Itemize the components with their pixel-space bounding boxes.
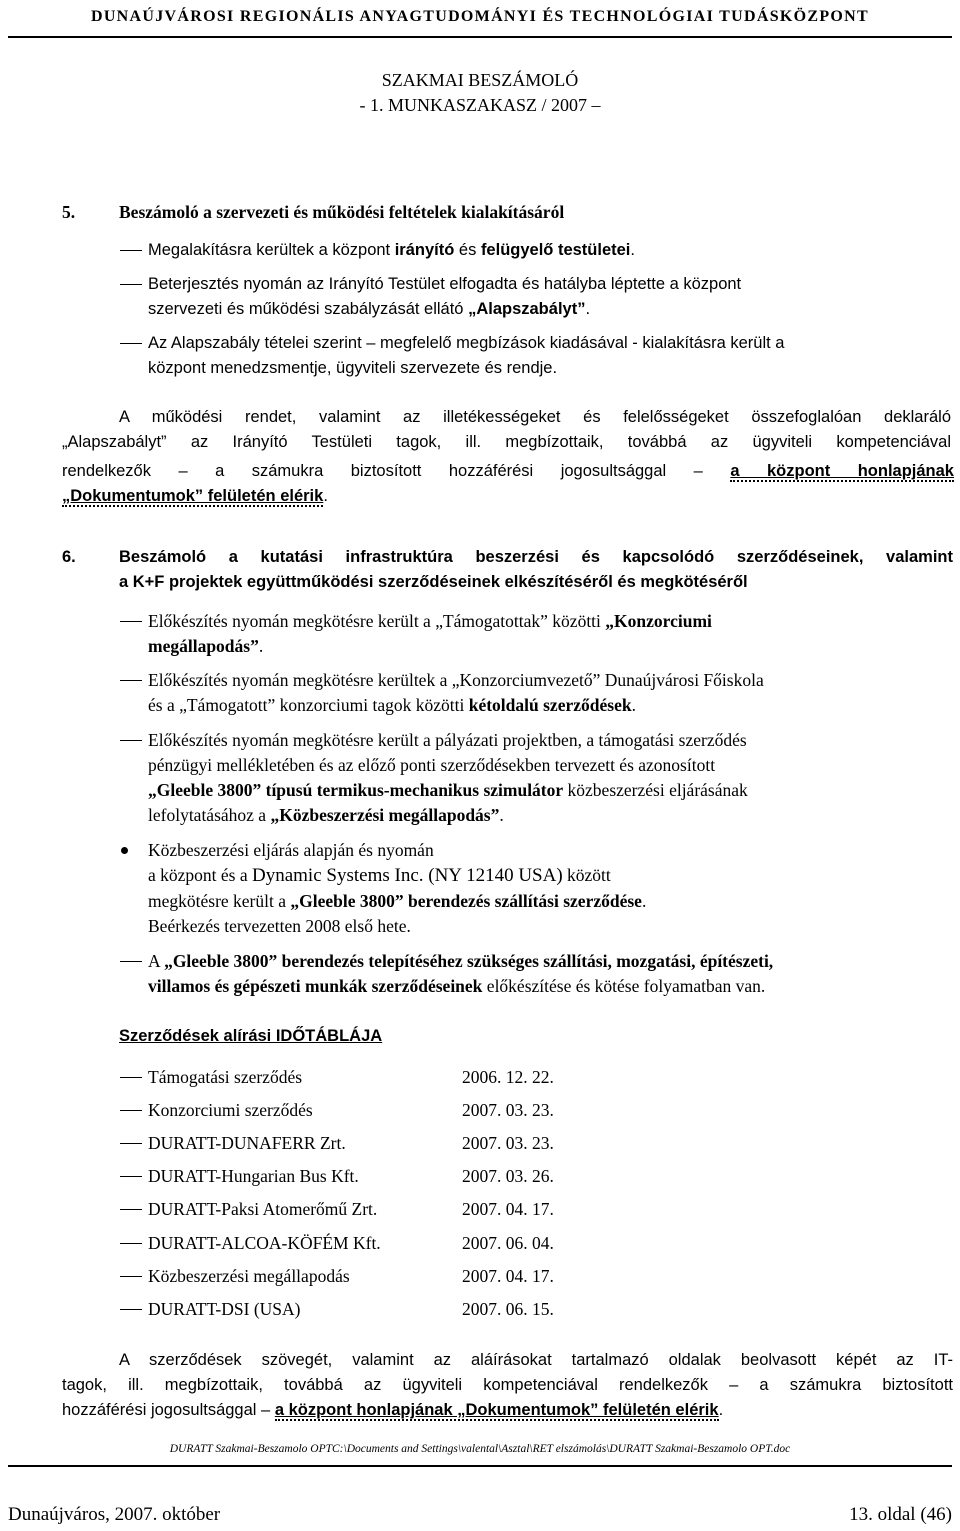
list-dash xyxy=(120,250,142,251)
list-dash xyxy=(120,343,142,344)
closing-line-3: hozzáférési jogosultsággal – a központ honlapjának „Dokumentumok” felületén elérik. xyxy=(62,1401,724,1419)
report-subtitle: - 1. MUNKASZAKASZ / 2007 – xyxy=(359,95,601,115)
list-dash xyxy=(120,1276,142,1277)
list-dash xyxy=(120,961,142,962)
timetable-row-date: 2007. 03. 23. xyxy=(462,1100,554,1120)
list-bullet xyxy=(121,847,128,854)
list-dash xyxy=(120,621,142,622)
section-6-number: 6. xyxy=(62,548,76,566)
section-6-item-3-line-2: pénzügyi mellékletében és az előző ponti szerződésekben tervezett és azonosított xyxy=(148,755,716,775)
footer-place-date: Dunaújváros, 2007. október xyxy=(8,1504,221,1525)
section-6-item-3-line-1: Előkészítés nyomán megkötésre került a pályázati projektben, a támogatási szerződés xyxy=(148,730,747,750)
closing-line-1: A szerződések szövegét, valamint az aláírásokat tartalmazó oldalak beolvasott képét az IT- xyxy=(119,1351,953,1369)
timetable-row-name: Konzorciumi szerződés xyxy=(148,1100,313,1120)
timetable-row-name: DURATT-ALCOA-KÖFÉM Kft. xyxy=(148,1233,381,1253)
footer-file-path: DURATT Szakmai-Beszamolo OPTC:\Documents and Settings\valental\Asztal\RET elszámolás\DURATT Szakmai-Beszamolo OPT.doc xyxy=(169,1443,791,1455)
section-6-item-4-line-4: Beérkezés tervezetten 2008 első hete. xyxy=(148,916,411,936)
homepage-documents-link[interactable]: a központ honlapjának xyxy=(730,462,954,480)
section-5-para-line-4: „Dokumentumok” felületén elérik. xyxy=(62,487,328,505)
timetable-row-date: 2007. 06. 04. xyxy=(462,1233,554,1253)
timetable-row-name: Közbeszerzési megállapodás xyxy=(148,1266,350,1286)
list-dash xyxy=(120,1176,142,1177)
header-rule xyxy=(8,36,952,38)
list-dash xyxy=(120,1309,142,1310)
section-5-item-3-line-1: Az Alapszabály tételei szerint – megfelelő megbízások kiadásával - kialakításra került a xyxy=(148,334,785,352)
timetable-row-name: DURATT-DSI (USA) xyxy=(148,1299,301,1319)
section-6-item-1-line-1: Előkészítés nyomán megkötésre került a „Támogatottak” közötti „Konzorciumi xyxy=(148,611,712,631)
timetable-row-name: DURATT-DUNAFERR Zrt. xyxy=(148,1133,346,1153)
section-6-item-3-line-3: „Gleeble 3800” típusú termikus-mechanikus szimulátor közbeszerzési eljárásának xyxy=(148,780,748,800)
section-6-item-5-line-1: A „Gleeble 3800” berendezés telepítéséhez szükséges szállítási, mozgatási, építészeti, xyxy=(148,951,774,971)
list-dash xyxy=(120,1143,142,1144)
timetable-row-date: 2006. 12. 22. xyxy=(462,1067,554,1087)
section-5-number: 5. xyxy=(62,202,76,222)
list-dash xyxy=(120,1243,142,1244)
section-5-item-2-line-2: szervezeti és működési szabályzását ellátó „Alapszabályt”. xyxy=(148,300,591,318)
section-5-title: Beszámoló a szervezeti és működési feltételek kialakításáról xyxy=(119,202,565,222)
timetable-row-date: 2007. 04. 17. xyxy=(462,1199,554,1219)
section-6-item-3-line-4: lefolytatásához a „Közbeszerzési megállapodás”. xyxy=(148,805,504,825)
section-6-item-2-line-2: és a „Támogatott” konzorciumi tagok közötti kétoldalú szerződések. xyxy=(148,695,636,715)
footer-page-number: 13. oldal (46) xyxy=(849,1504,952,1525)
list-dash xyxy=(120,1209,142,1210)
section-6-item-2-line-1: Előkészítés nyomán megkötésre kerültek a „Konzorciumvezető” Dunaújvárosi Főiskola xyxy=(148,670,764,690)
section-6-item-4-line-3: megkötésre került a „Gleeble 3800” berendezés szállítási szerződése. xyxy=(148,891,647,911)
institute-header: DUNAÚJVÁROSI REGIONÁLIS ANYAGTUDOMÁNYI ÉS TECHNOLÓGIAI TUDÁSKÖZPONT xyxy=(90,8,870,25)
list-dash xyxy=(120,1077,142,1078)
list-dash xyxy=(120,680,142,681)
section-5-para-line-1: A működési rendet, valamint az illetékességeket és felelősségeket összefoglalóan deklaráló xyxy=(119,408,951,426)
list-dash xyxy=(120,284,142,285)
section-5-item-1: Megalakításra kerültek a központ irányító és felügyelő testületei. xyxy=(148,241,635,259)
footer-rule xyxy=(8,1465,952,1467)
list-dash xyxy=(120,1110,142,1111)
section-6-title-line-2: a K+F projektek együttműködési szerződéseinek elkészítéséről és megkötéséről xyxy=(119,573,748,591)
section-6-item-4-line-2: a központ és a Dynamic Systems Inc. (NY 12140 USA) között xyxy=(148,865,611,886)
timetable-title: Szerződések alírási IDŐTÁBLÁJA xyxy=(119,1027,383,1045)
timetable-row-date: 2007. 03. 26. xyxy=(462,1166,554,1186)
section-5-para-line-2: „Alapszabályt” az Irányító Testületi tagok, ill. megbízottaik, továbbá az ügyviteli kompetenciával xyxy=(62,433,951,451)
timetable-row-date: 2007. 06. 15. xyxy=(462,1299,554,1319)
closing-documents-link[interactable]: a központ honlapjának „Dokumentumok” felületén elérik xyxy=(274,1401,719,1419)
section-6-title-line-1: Beszámoló a kutatási infrastruktúra beszerzési és kapcsolódó szerződéseinek, valamint xyxy=(119,548,953,566)
list-dash xyxy=(120,740,142,741)
closing-line-2: tagok, ill. megbízottaik, továbbá az ügyviteli kompetenciával rendelkezők – a számukra biztosított xyxy=(62,1376,953,1394)
section-5-item-3-line-2: központ menedzsmentje, ügyviteli szervezete és rendje. xyxy=(148,359,558,377)
timetable-row-date: 2007. 04. 17. xyxy=(462,1266,554,1286)
section-6-item-1-line-2: megállapodás”. xyxy=(148,636,264,656)
timetable-row-name: Támogatási szerződés xyxy=(148,1067,303,1087)
report-title: SZAKMAI BESZÁMOLÓ xyxy=(381,70,579,90)
section-6-item-4-line-1: Közbeszerzési eljárás alapján és nyomán xyxy=(148,840,434,860)
timetable-row-date: 2007. 03. 23. xyxy=(462,1133,554,1153)
documents-surface-link[interactable]: „Dokumentumok” felületén elérik xyxy=(62,487,324,505)
section-6-item-5-line-2: villamos és gépészeti munkák szerződéseinek előkészítése és kötése folyamatban van. xyxy=(148,976,766,996)
timetable-row-name: DURATT-Hungarian Bus Kft. xyxy=(148,1166,359,1186)
section-5-para-line-3: rendelkezők – a számukra biztosított hozzáférési jogosultsággal – a központ honlapjának xyxy=(62,462,954,480)
timetable-row-name: DURATT-Paksi Atomerőmű Zrt. xyxy=(148,1199,378,1219)
section-5-item-2-line-1: Beterjesztés nyomán az Irányító Testület elfogadta és hatályba léptette a központ xyxy=(148,275,742,293)
